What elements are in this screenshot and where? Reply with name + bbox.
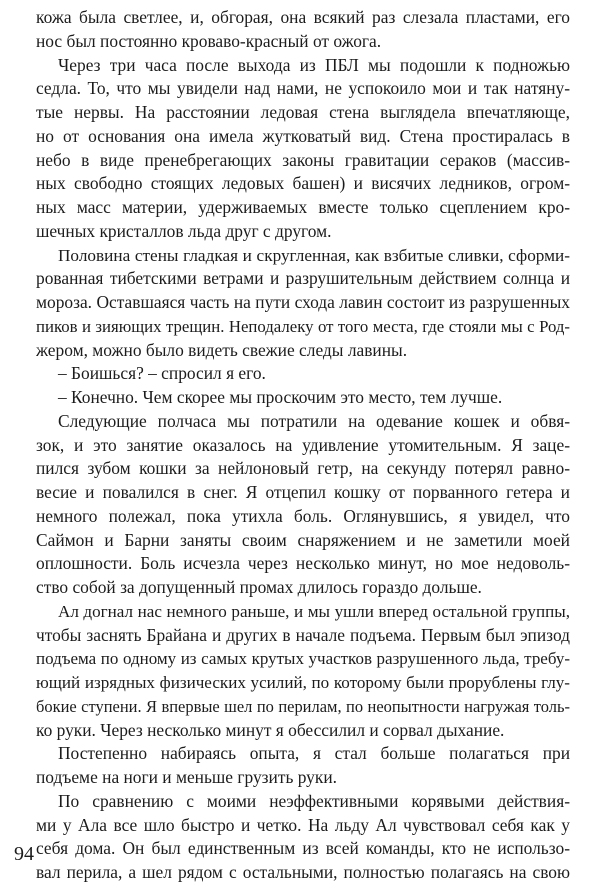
text-line: ных масс материи, удерживаемых вместе только сцеплением кро- <box>36 197 570 217</box>
text-line: Через три часа после выхода из ПБЛ мы подошли к подножью <box>58 54 570 75</box>
text-line: мороза. Оставшаяся часть на пути схода лавин состоит из разрушенных <box>36 292 570 312</box>
text-line: Постепенно набираясь опыта, я стал больше полагаться при <box>58 743 570 764</box>
text-line: немного полежал, пока утихла боль. Оглянувшись, я увидел, что <box>36 505 570 526</box>
text-line: небо в виде пренебрегающих законы гравитации сераков (массив- <box>36 149 570 170</box>
text-line: себя дома. Он был единственным из всей команды, кто не использо- <box>36 838 570 859</box>
text-line: Саймон и Барни заняты своим снаряжением и не заметили моей <box>36 529 570 550</box>
text-line: ющий изрядных физических усилий, по которому были прорублены глу- <box>36 673 570 692</box>
text-line: жером, можно было видеть свежие следы лавины. <box>36 339 408 360</box>
text-line: весие и повалился в снег. Я отцепил кошку от порванного гетера и <box>36 482 570 502</box>
text-line: ми у Ала все шло быстро и четко. На льду Ал чувствовал себя как у <box>36 814 570 835</box>
text-line: тые нервы. На расстоянии ледовая стена выглядела впечатляюще, <box>36 102 570 122</box>
text-line: нос был постоянно кроваво-красный от ожога. <box>36 30 382 51</box>
text-line: Ал догнал нас немного раньше, и мы ушли вперед остальной группы, <box>58 601 570 621</box>
text-line: чтобы заснять Брайана и других в начале подъема. Первым был эпизод <box>36 624 570 645</box>
text-line: пился зубом кошки за нейлоновый гетр, на секунду потерял равно- <box>36 458 570 479</box>
text-line: ко руки. Через несколько минут я обессилил и сорвал дыхание. <box>36 719 505 740</box>
page-number: 94 <box>14 843 34 865</box>
text-line: оплошности. Боль исчезла через несколько минут, но мое недоволь- <box>36 553 570 574</box>
text-line: зок, и это занятие оказалось на удивление утомительным. Я заце- <box>36 434 570 455</box>
text-line: кожа была светлее, и, обгорая, она всякий раз слезала пластами, его <box>36 7 570 27</box>
text-line: подъеме на ноги и меньше грузить руки. <box>36 767 337 787</box>
text-line: бокие ступени. Я впервые шел по перилам, по неопытности нагружая толь- <box>36 696 570 716</box>
text-line: По сравнению с моими неэффективными корявыми действия- <box>58 790 570 811</box>
text-line: Следующие полчаса мы потратили на одевание кошек и обвя- <box>58 410 570 431</box>
text-line: Половина стены гладкая и скругленная, как взбитые сливки, сформи- <box>58 245 570 265</box>
text-line: но от основания она имела жутковатый вид. Стена простиралась в <box>36 125 570 146</box>
page-body <box>36 6 570 885</box>
text-line: рованная тибетскими ветрами и разрушительным действием солнца и <box>36 268 570 289</box>
text-line: ство собой за допущенный промах длилось гораздо дольше. <box>36 577 482 597</box>
text-line: шечных кристаллов льда друг с другом. <box>36 220 332 241</box>
text-line: – Конечно. Чем скорее мы проскочим это место, тем лучше. <box>58 387 503 407</box>
text-line: пиков и зияющих трещин. Неподалеку от того места, где стояли мы с Род- <box>36 316 570 336</box>
text-line: – Боишься? – спросил я его. <box>58 363 266 384</box>
text-line: седла. То, что мы увидели над нами, не успокоило мои и так натяну- <box>36 78 570 99</box>
text-line: ных свободно стоящих ледовых башен) и висячих ледников, огром- <box>36 173 570 194</box>
text-line: вал перила, а шел рядом с остальными, полностью полагаясь на свою <box>36 862 570 882</box>
text-line: подъема по одному из самых крутых участков разрушенного льда, требу- <box>36 649 570 669</box>
